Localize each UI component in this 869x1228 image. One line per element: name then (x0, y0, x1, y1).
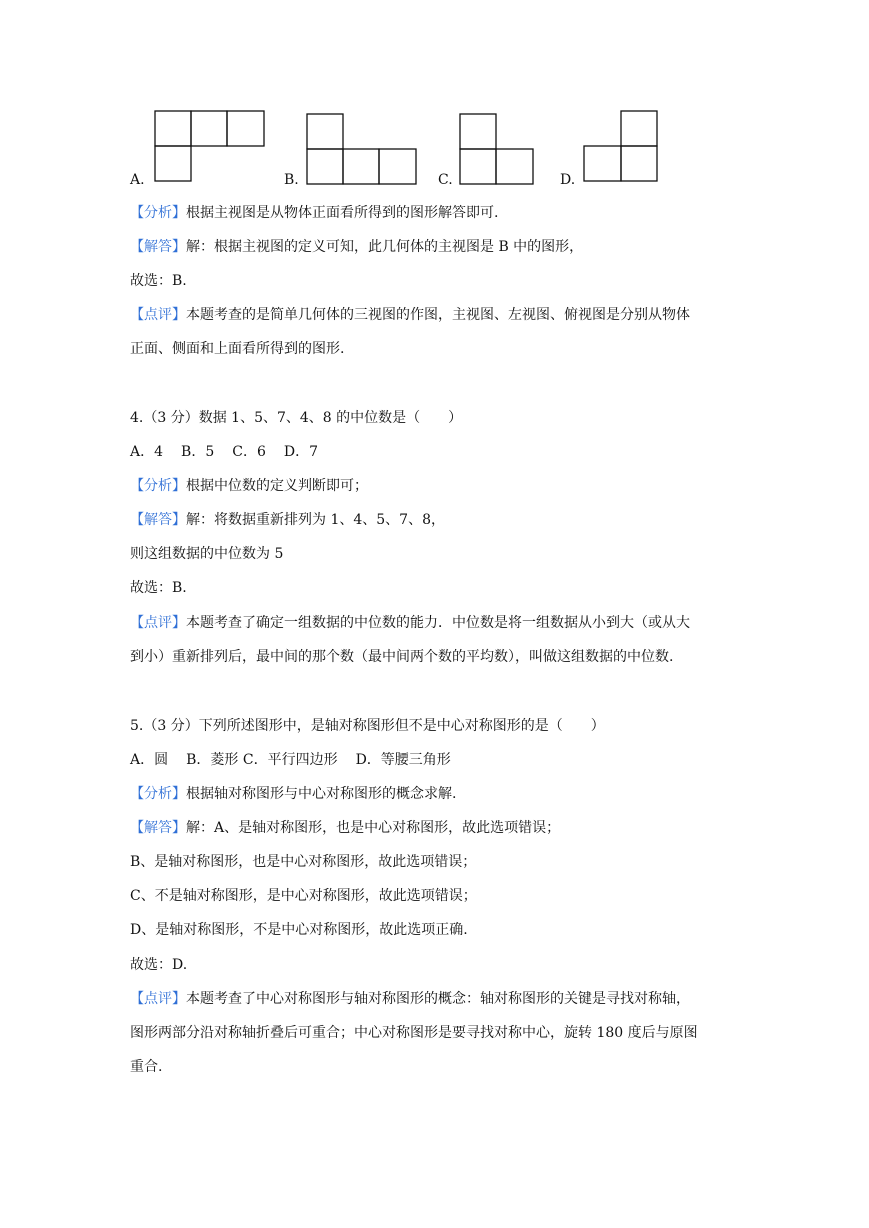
comment-tag: 【点评】 (130, 307, 186, 323)
q4-comment (130, 613, 750, 633)
q5-answer-line-d: D、是轴对称图形，不是中心对称图形，故此选项正确. (130, 922, 468, 938)
analysis-tag: 【分析】 (130, 786, 186, 802)
comment-tag: 【点评】 (130, 991, 186, 1007)
q5-answer-line-c: C、不是轴对称图形，是中心对称图形，故此选项错误； (130, 888, 477, 904)
q5-answer-line-b: B、是轴对称图形，也是中心对称图形，故此选项错误； (130, 854, 477, 870)
q5-choice-a: A．圆 (130, 752, 169, 768)
option-b-label: B. (284, 172, 299, 188)
option-d-figure (584, 111, 662, 183)
option-c-figure (460, 114, 538, 186)
option-b-figure (307, 114, 419, 186)
q4-choice-a: A．4 (130, 444, 164, 460)
option-d-label: D. (560, 172, 576, 188)
answer-tag: 【解答】 (130, 239, 186, 255)
analysis-tag: 【分析】 (130, 478, 186, 494)
option-a-label: A. (130, 172, 145, 188)
analysis-text: 根据轴对称图形与中心对称图形的概念求解. (186, 786, 457, 802)
q5-choice-d: D．等腰三角形 (355, 752, 451, 768)
q5-stem: 5.（3 分）下列所述图形中，是轴对称图形但不是中心对称图形的是（ ） (130, 718, 605, 734)
q3-comment (130, 305, 750, 325)
q4-choice-c: C．6 (232, 444, 266, 460)
analysis-tag: 【分析】 (130, 205, 186, 221)
q4-choice-d: D．7 (283, 444, 318, 460)
comment-tag: 【点评】 (130, 615, 186, 631)
q5-choice-b-c: B．菱形 C．平行四边形 (186, 752, 338, 768)
q3-choice: 故选：B. (130, 273, 187, 289)
option-a-figure (155, 111, 267, 183)
q4-answer-line2: 则这组数据的中位数为 5 (130, 546, 284, 562)
q3-analysis (130, 203, 750, 223)
q5-answer (130, 818, 750, 838)
analysis-text: 根据主视图是从物体正面看所得到的图形解答即可. (186, 205, 499, 221)
q4-comment-line2: 到小）重新排列后，最中间的那个数（最中间两个数的平均数），叫做这组数据的中位数. (130, 649, 674, 665)
q5-comment-line3: 重合. (130, 1059, 163, 1075)
answer-tag: 【解答】 (130, 512, 186, 528)
q5-choice: 故选：D. (130, 957, 188, 973)
comment-text: 本题考查了中心对称图形与轴对称图形的概念：轴对称图形的关键是寻找对称轴， (186, 991, 690, 1007)
comment-text: 本题考查的是简单几何体的三视图的作图，主视图、左视图、俯视图是分别从物体 (186, 307, 690, 323)
analysis-text: 根据中位数的定义判断即可； (186, 478, 368, 494)
answer-text: 解：A、是轴对称图形，也是中心对称图形，故此选项错误； (186, 820, 561, 836)
q4-choice: 故选：B. (130, 580, 187, 596)
q4-choice-b: B．5 (181, 444, 215, 460)
q4-analysis (130, 476, 750, 496)
option-c-label: C. (438, 172, 453, 188)
q4-stem: 4.（3 分）数据 1、5、7、4、8 的中位数是（ ） (130, 410, 463, 426)
q3-answer (130, 237, 750, 257)
comment-text: 本题考查了确定一组数据的中位数的能力．中位数是将一组数据从小到大（或从大 (186, 615, 690, 631)
answer-tag: 【解答】 (130, 820, 186, 836)
answer-text: 解：根据主视图的定义可知，此几何体的主视图是 B 中的图形， (186, 239, 584, 255)
q5-comment-line2: 图形两部分沿对称轴折叠后可重合；中心对称图形是要寻找对称中心，旋转 180 度后与原图 (130, 1025, 698, 1041)
q5-comment (130, 989, 750, 1009)
answer-text: 解：将数据重新排列为 1、4、5、7、8， (186, 512, 445, 528)
q4-answer (130, 510, 750, 530)
q5-choices (130, 750, 750, 770)
q4-choices (130, 442, 750, 462)
q3-comment-line2: 正面、侧面和上面看所得到的图形. (130, 341, 345, 357)
q5-analysis (130, 784, 750, 804)
